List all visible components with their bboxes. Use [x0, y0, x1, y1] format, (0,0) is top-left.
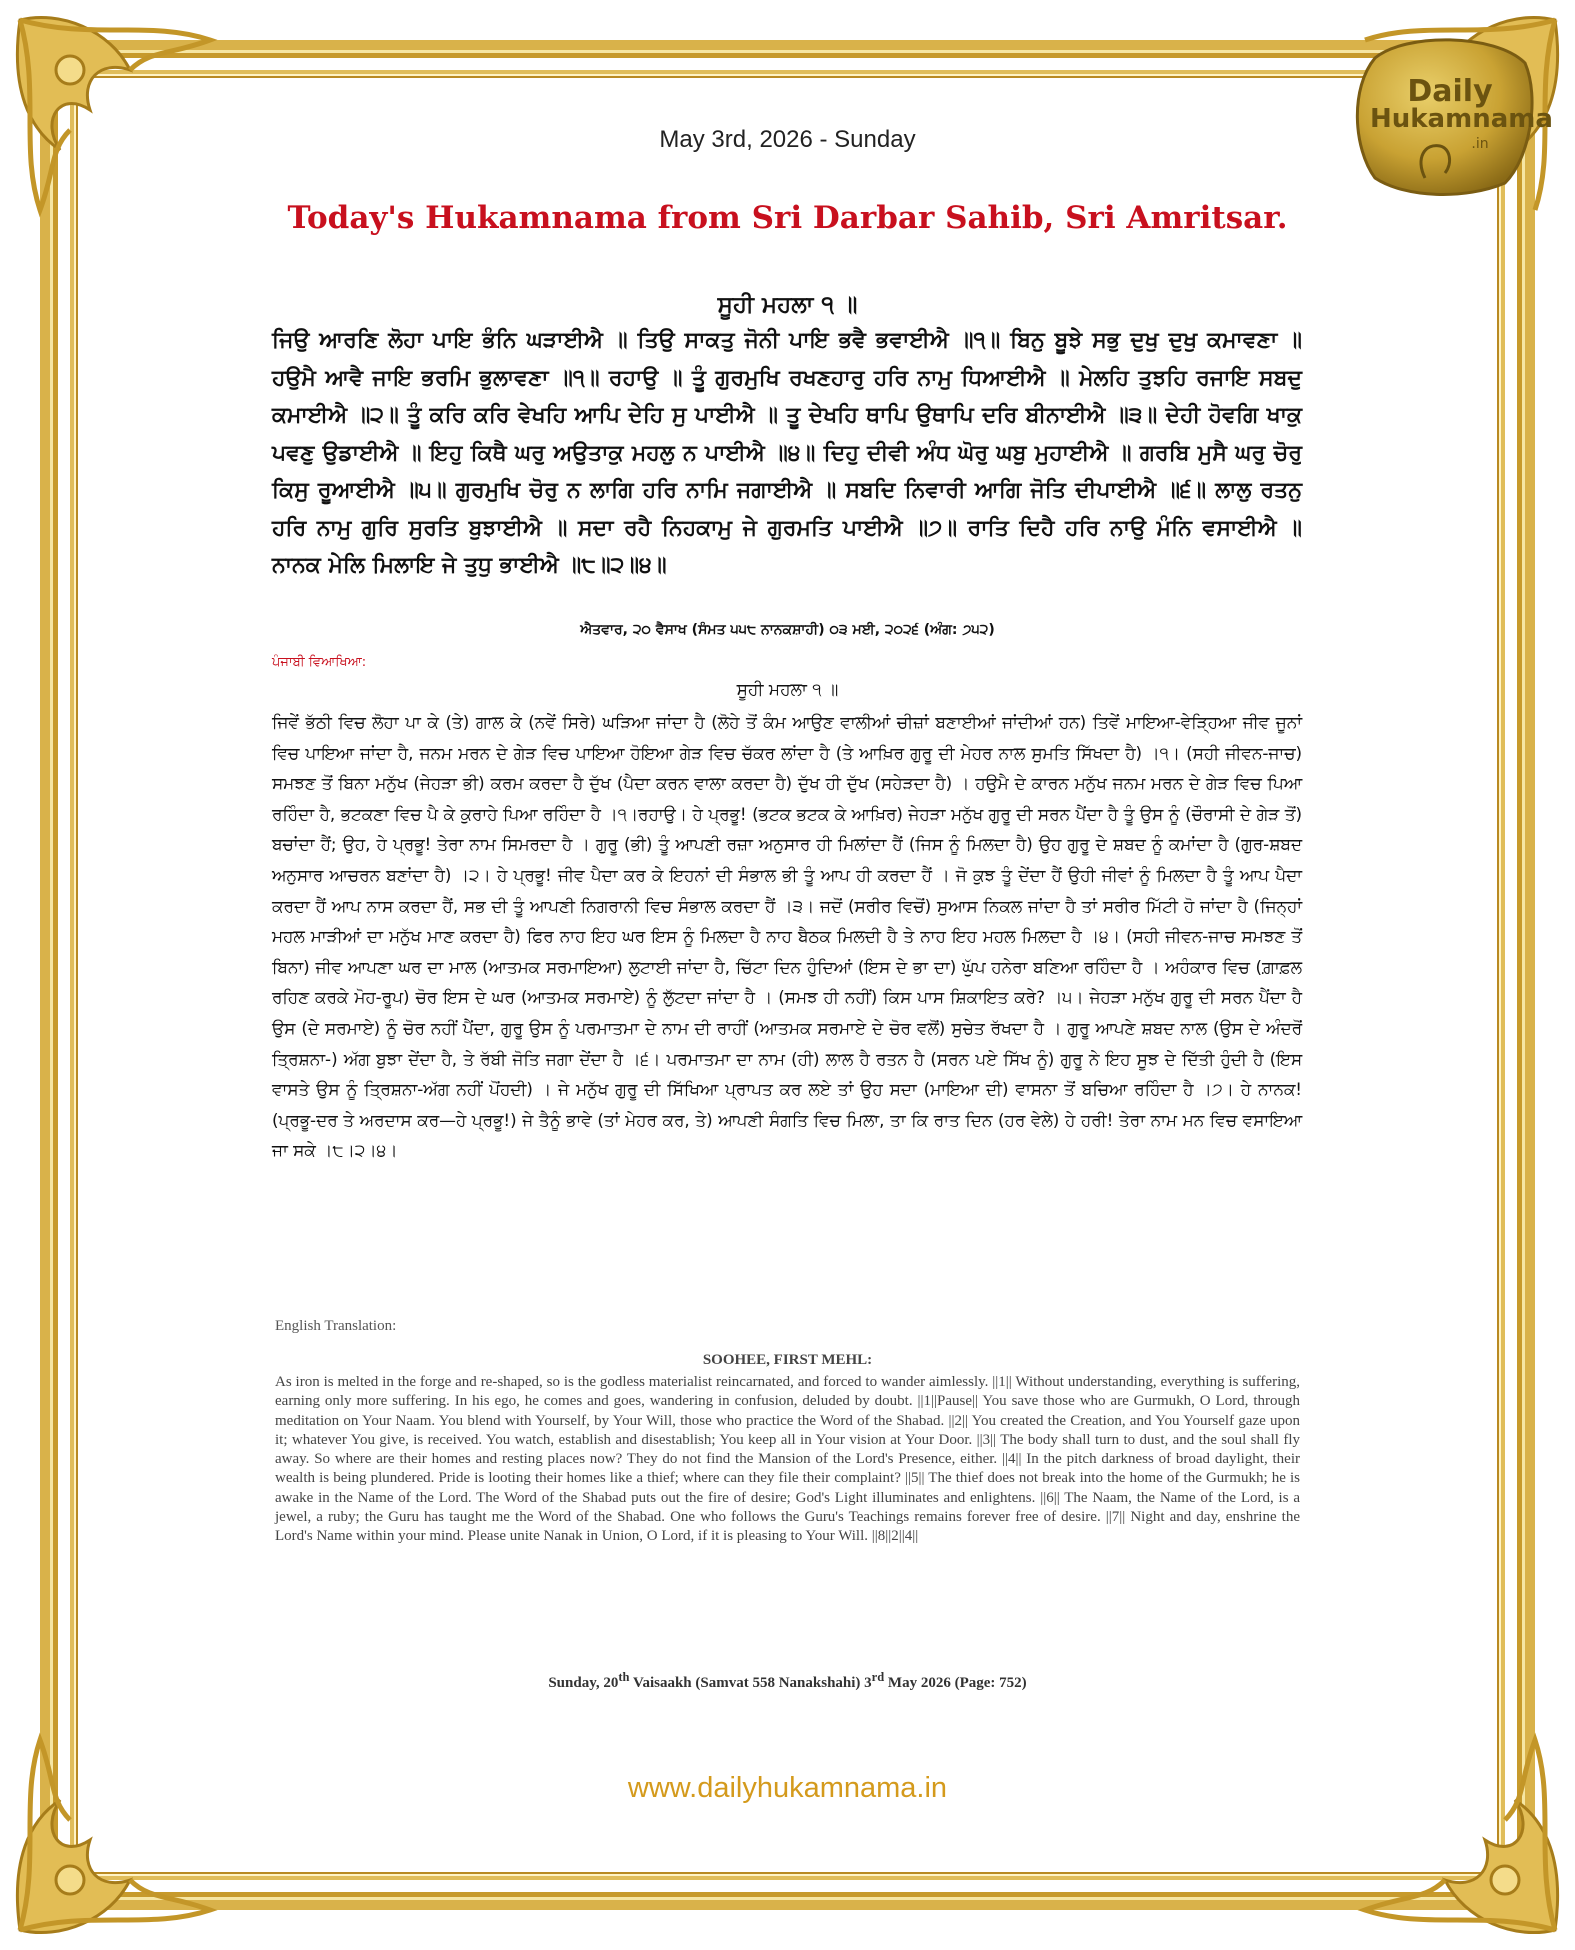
logo-text-daily: Daily	[1407, 74, 1493, 109]
logo-text-hukamnama: Hukamnama	[1370, 104, 1553, 134]
english-translation-label: English Translation:	[275, 1318, 397, 1334]
english-date-line	[0, 1670, 1575, 1692]
punjabi-vyakhya-label: ਪੰਜਾਬੀ ਵਿਆਖਿਆ:	[272, 655, 367, 670]
english-date-suffix: th	[618, 1670, 630, 1684]
gurbani-text: ਜਿਉ ਆਰਣਿ ਲੋਹਾ ਪਾਇ ਭੰਨਿ ਘੜਾਈਐ ॥ ਤਿਉ ਸਾਕਤੁ ਜੋਨੀ ਪਾਇ ਭਵੈ ਭਵਾਈਐ ॥੧॥ ਬਿਨੁ ਬੂਝੇ ਸਭੁ ਦੁਖੁ ਦੁਖੁ ਕਮਾਵਣਾ ॥ ਹਉਮੈ ਆਵੈ ਜਾਇ ਭਰਮਿ ਭੁਲਾਵਣਾ ॥੧॥ ਰਹਾਉ ॥ ਤੂੰ ਗੁਰਮੁਖਿ ਰਖਣਹਾਰੁ ਹਰਿ ਨਾਮੁ ਧਿਆਈਐ ॥ ਮੇਲਹਿ ਤੁਝਹਿ ਰਜਾਇ ਸਬਦੁ ਕਮਾਈਐ ॥੨॥ ਤੂੰ ਕਰਿ ਕਰਿ ਵੇਖਹਿ ਆਪਿ ਦੇਹਿ ਸੁ ਪਾਈਐ ॥ ਤੂ ਦੇਖਹਿ ਥਾਪਿ ਉਥਾਪਿ ਦਰਿ ਬੀਨਾਈਐ ॥੩॥ ਦੇਹੀ ਹੋਵਗਿ ਖਾਕੁ ਪਵਣੁ ਉਡਾਈਐ ॥ ਇਹੁ ਕਿਥੈ ਘਰੁ ਅਉਤਾਕੁ ਮਹਲੁ ਨ ਪਾਈਐ ॥੪॥ ਦਿਹੁ ਦੀਵੀ ਅੰਧ ਘੋਰੁ ਘਬੁ ਮੁਹਾਈਐ ॥ ਗਰਬਿ ਮੁਸੈ ਘਰੁ ਚੋਰੁ ਕਿਸੁ ਰੂਆਈਐ ॥੫॥ ਗੁਰਮੁਖਿ ਚੋਰੁ ਨ ਲਾਗਿ ਹਰਿ ਨਾਮਿ ਜਗਾਈਐ ॥ ਸਬਦਿ ਨਿਵਾਰੀ ਆਗਿ ਜੋਤਿ ਦੀਪਾਈਐ ॥੬॥ ਲਾਲੁ ਰਤਨੁ ਹਰਿ ਨਾਮੁ ਗੁਰਿ ਸੁਰਤਿ ਬੁਝਾਈਐ ॥ ਸਦਾ ਰਹੈ ਨਿਹਕਾਮੁ ਜੇ ਗੁਰਮਤਿ ਪਾਈਐ ॥੭॥ ਰਾਤਿ ਦਿਹੈ ਹਰਿ ਨਾਉ ਮੰਨਿ ਵਸਾਈਐ ॥ ਨਾਨਕ ਮੇਲਿ ਮਿਲਾਇ ਜੇ ਤੁਧੁ ਭਾਈਐ ॥੮॥੨॥੪॥	[272, 328, 1302, 578]
english-date-suffix: rd	[871, 1670, 885, 1684]
english-date-part: May 2026 (Page: 752)	[884, 1675, 1027, 1691]
gurbani-heading: ਸੂਹੀ ਮਹਲਾ ੧ ॥	[717, 292, 858, 318]
punjabi-vyakhya-heading: ਸੂਹੀ ਮਹਲਾ ੧ ॥	[736, 680, 839, 700]
english-date-part: Vaisaakh (Samvat 558 Nanakshahi) 3	[629, 1675, 872, 1691]
english-translation-text: As iron is melted in the forge and re-shaped, so is the godless materialist reincarnated, and forced to wander aimlessly. ||1|| Without understanding, everything is suffering, earning only more suffering. In his ego, he comes and goes, wandering in confusion, deluded by doubt. ||1||Pause|| You save those who are Gurmukh, O Lord, through meditation on Your Naam. You blend with Yourself, by Your Will, those who practice the Word of the Shabad. ||2|| You created the Creation, and You Yourself gaze upon it; whatever You give, is received. You watch, establish and disestablish; You keep all in Your vision at Your Door. ||3|| The body shall turn to dust, and the soul shall fly away. So where are their homes and resting places now? They do not find the Mansion of the Lord's Presence, either. ||4|| In the pitch darkness of broad daylight, their wealth is being plundered. Pride is looting their homes like a thief; where can they file their complaint? ||5|| The thief does not break into the home of the Gurmukh; he is awake in the Name of the Lord. The Word of the Shabad puts out the fire of desire; God's Light illuminates and enlightens. ||6|| The Naam, the Name of the Lord, is a jewel, a ruby; the Guru has taught me the Word of the Shabad. One who follows the Guru's Teachings remains forever free of desire. ||7|| Night and day, enshrine the Lord's Name within your mind. Please unite Nanak in Union, O Lord, if it is pleasing to Your Will. ||8||2||4||	[275, 1374, 1300, 1545]
page-date: May 3rd, 2026 - Sunday	[659, 126, 916, 153]
english-heading: SOOHEE, FIRST MEHL:	[702, 1352, 873, 1368]
corner-ornament-top-left	[0, 0, 230, 230]
english-date-part: Sunday, 20	[548, 1675, 619, 1691]
corner-ornament-bottom-right	[1345, 1720, 1575, 1950]
logo-text-in: .in	[1471, 136, 1489, 152]
punjabi-vyakhya-text: ਜਿਵੇਂ ਭੱਠੀ ਵਿਚ ਲੋਹਾ ਪਾ ਕੇ (ਤੇ) ਗਾਲ ਕੇ (ਨਵੇਂ ਸਿਰੇ) ਘੜਿਆ ਜਾਂਦਾ ਹੈ (ਲੋਹੇ ਤੋਂ ਕੰਮ ਆਉਣ ਵਾਲੀਆਂ ਚੀਜ਼ਾਂ ਬਣਾਈਆਂ ਜਾਂਦੀਆਂ ਹਨ) ਤਿਵੇਂ ਮਾਇਆ-ਵੇੜ੍ਹਿਆ ਜੀਵ ਜੂਨਾਂ ਵਿਚ ਪਾਇਆ ਜਾਂਦਾ ਹੈ, ਜਨਮ ਮਰਨ ਦੇ ਗੇੜ ਵਿਚ ਪਾਇਆ ਹੋਇਆ ਗੇੜ ਵਿਚ ਚੱਕਰ ਲਾਂਦਾ ਹੈ (ਤੇ ਆਖ਼ਿਰ ਗੁਰੂ ਦੀ ਮੇਹਰ ਨਾਲ ਸੁਮਤਿ ਸਿੱਖਦਾ ਹੈ) ।੧। (ਸਹੀ ਜੀਵਨ-ਜਾਚ) ਸਮਝਣ ਤੋਂ ਬਿਨਾ ਮਨੁੱਖ (ਜੇਹੜਾ ਭੀ) ਕਰਮ ਕਰਦਾ ਹੈ ਦੁੱਖ (ਪੈਦਾ ਕਰਨ ਵਾਲਾ ਕਰਦਾ ਹੈ) ਦੁੱਖ ਹੀ ਦੁੱਖ (ਸਹੇੜਦਾ ਹੈ) । ਹਉਮੈ ਦੇ ਕਾਰਨ ਮਨੁੱਖ ਜਨਮ ਮਰਨ ਦੇ ਗੇੜ ਵਿਚ ਪਿਆ ਰਹਿੰਦਾ ਹੈ, ਭਟਕਣਾ ਵਿਚ ਪੈ ਕੇ ਕੁਰਾਹੇ ਪਿਆ ਰਹਿੰਦਾ ਹੈ ।੧।ਰਹਾਉ। ਹੇ ਪ੍ਰਭੂ! (ਭਟਕ ਭਟਕ ਕੇ ਆਖ਼ਿਰ) ਜੇਹੜਾ ਮਨੁੱਖ ਗੁਰੂ ਦੀ ਸਰਨ ਪੈਂਦਾ ਹੈ ਤੂੰ ਉਸ ਨੂੰ (ਚੌਰਾਸੀ ਦੇ ਗੇੜ ਤੋਂ) ਬਚਾਂਦਾ ਹੈਂ; ਉਹ, ਹੇ ਪ੍ਰਭੂ! ਤੇਰਾ ਨਾਮ ਸਿਮਰਦਾ ਹੈ । ਗੁਰੂ (ਭੀ) ਤੂੰ ਆਪਣੀ ਰਜ਼ਾ ਅਨੁਸਾਰ ਹੀ ਮਿਲਾਂਦਾ ਹੈਂ (ਜਿਸ ਨੂੰ ਮਿਲਦਾ ਹੈ) ਉਹ ਗੁਰੂ ਦੇ ਸ਼ਬਦ ਨੂੰ ਕਮਾਂਦਾ ਹੈ (ਗੁਰ-ਸ਼ਬਦ ਅਨੁਸਾਰ ਆਚਰਨ ਬਣਾਂਦਾ ਹੈ) ।੨। ਹੇ ਪ੍ਰਭੂ! ਜੀਵ ਪੈਦਾ ਕਰ ਕੇ ਇਹਨਾਂ ਦੀ ਸੰਭਾਲ ਭੀ ਤੂੰ ਆਪ ਹੀ ਕਰਦਾ ਹੈਂ । ਜੋ ਕੁਝ ਤੂੰ ਦੇਂਦਾ ਹੈਂ ਉਹੀ ਜੀਵਾਂ ਨੂੰ ਮਿਲਦਾ ਹੈ ਤੂੰ ਆਪ ਪੈਦਾ ਕਰਦਾ ਹੈਂ ਆਪ ਨਾਸ ਕਰਦਾ ਹੈਂ, ਸਭ ਦੀ ਤੂੰ ਆਪਣੀ ਨਿਗਰਾਨੀ ਵਿਚ ਸੰਭਾਲ ਕਰਦਾ ਹੈਂ ।੩। ਜਦੋਂ (ਸਰੀਰ ਵਿਚੋਂ) ਸੁਆਸ ਨਿਕਲ ਜਾਂਦਾ ਹੈ ਤਾਂ ਸਰੀਰ ਮਿੱਟੀ ਹੋ ਜਾਂਦਾ ਹੈ (ਜਿਨ੍ਹਾਂ ਮਹਲ ਮਾੜੀਆਂ ਦਾ ਮਨੁੱਖ ਮਾਣ ਕਰਦਾ ਹੈ) ਫਿਰ ਨਾਹ ਇਹ ਘਰ ਇਸ ਨੂੰ ਮਿਲਦਾ ਹੈ ਨਾਹ ਬੈਠਕ ਮਿਲਦੀ ਹੈ ਤੇ ਨਾਹ ਇਹ ਮਹਲ ਮਿਲਦਾ ਹੈ ।੪। (ਸਹੀ ਜੀਵਨ-ਜਾਚ ਸਮਝਣ ਤੋਂ ਬਿਨਾ) ਜੀਵ ਆਪਣਾ ਘਰ ਦਾ ਮਾਲ (ਆਤਮਕ ਸਰਮਾਇਆ) ਲੁਟਾਈ ਜਾਂਦਾ ਹੈ, ਚਿੱਟਾ ਦਿਨ ਹੁੰਦਿਆਂ (ਇਸ ਦੇ ਭਾ ਦਾ) ਘੁੱਪ ਹਨੇਰਾ ਬਣਿਆ ਰਹਿੰਦਾ ਹੈ । ਅਹੰਕਾਰ ਵਿਚ (ਗ਼ਾਫ਼ਲ ਰਹਿਣ ਕਰਕੇ ਮੋਹ-ਰੂਪ) ਚੋਰ ਇਸ ਦੇ ਘਰ (ਆਤਮਕ ਸਰਮਾਏ) ਨੂੰ ਲੁੱਟਦਾ ਜਾਂਦਾ ਹੈ । (ਸਮਝ ਹੀ ਨਹੀਂ) ਕਿਸ ਪਾਸ ਸ਼ਿਕਾਇਤ ਕਰੇ? ।੫। ਜੇਹੜਾ ਮਨੁੱਖ ਗੁਰੂ ਦੀ ਸਰਨ ਪੈਂਦਾ ਹੈ ਉਸ (ਦੇ ਸਰਮਾਏ) ਨੂੰ ਚੋਰ ਨਹੀਂ ਪੈਂਦਾ, ਗੁਰੂ ਉਸ ਨੂੰ ਪਰਮਾਤਮਾ ਦੇ ਨਾਮ ਦੀ ਰਾਹੀਂ (ਆਤਮਕ ਸਰਮਾਏ ਦੇ ਚੋਰ ਵਲੋਂ) ਸੁਚੇਤ ਰੱਖਦਾ ਹੈ । ਗੁਰੂ ਆਪਣੇ ਸ਼ਬਦ ਨਾਲ (ਉਸ ਦੇ ਅੰਦਰੋਂ ਤ੍ਰਿਸ਼ਨਾ-) ਅੱਗ ਬੁਝਾ ਦੇਂਦਾ ਹੈ, ਤੇ ਰੱਬੀ ਜੋਤਿ ਜਗਾ ਦੇਂਦਾ ਹੈ ।੬। ਪਰਮਾਤਮਾ ਦਾ ਨਾਮ (ਹੀ) ਲਾਲ ਹੈ ਰਤਨ ਹੈ (ਸਰਨ ਪਏ ਸਿੱਖ ਨੂੰ) ਗੁਰੂ ਨੇ ਇਹ ਸੂਝ ਦੇ ਦਿੱਤੀ ਹੁੰਦੀ ਹੈ (ਇਸ ਵਾਸਤੇ ਉਸ ਨੂੰ ਤ੍ਰਿਸ਼ਨਾ-ਅੱਗ ਨਹੀਂ ਪੋਂਹਦੀ) । ਜੇ ਮਨੁੱਖ ਗੁਰੂ ਦੀ ਸਿੱਖਿਆ ਪ੍ਰਾਪਤ ਕਰ ਲਏ ਤਾਂ ਉਹ ਸਦਾ (ਮਾਇਆ ਦੀ) ਵਾਸਨਾ ਤੋਂ ਬਚਿਆ ਰਹਿੰਦਾ ਹੈ ।੭। ਹੇ ਨਾਨਕ! (ਪ੍ਰਭੂ-ਦਰ ਤੇ ਅਰਦਾਸ ਕਰ—ਹੇ ਪ੍ਰਭੂ!) ਜੇ ਤੈਨੂੰ ਭਾਵੇ (ਤਾਂ ਮੇਹਰ ਕਰ, ਤੇ) ਆਪਣੀ ਸੰਗਤਿ ਵਿਚ ਮਿਲਾ, ਤਾ ਕਿ ਰਾਤ ਦਿਨ (ਹਰ ਵੇਲੇ) ਹੇ ਹਰੀ! ਤੇਰਾ ਨਾਮ ਮਨ ਵਿਚ ਵਸਾਇਆ ਜਾ ਸਕੇ ।੮।੨।੪।	[272, 712, 1302, 1161]
page-title: Today's Hukamnama from Sri Darbar Sahib, Sri Amritsar.	[287, 200, 1288, 236]
website-url-link[interactable]: www.dailyhukamnama.in	[627, 1772, 948, 1804]
corner-ornament-bottom-left	[0, 1720, 230, 1950]
gurbani-date-line: ਐਤਵਾਰ, ੨੦ ਵੈਸਾਖ (ਸੰਮਤ ੫੫੮ ਨਾਨਕਸ਼ਾਹੀ) ੦੩ ਮਈ, ੨੦੨੬ (ਅੰਗ: ੭੫੨)	[580, 622, 995, 638]
